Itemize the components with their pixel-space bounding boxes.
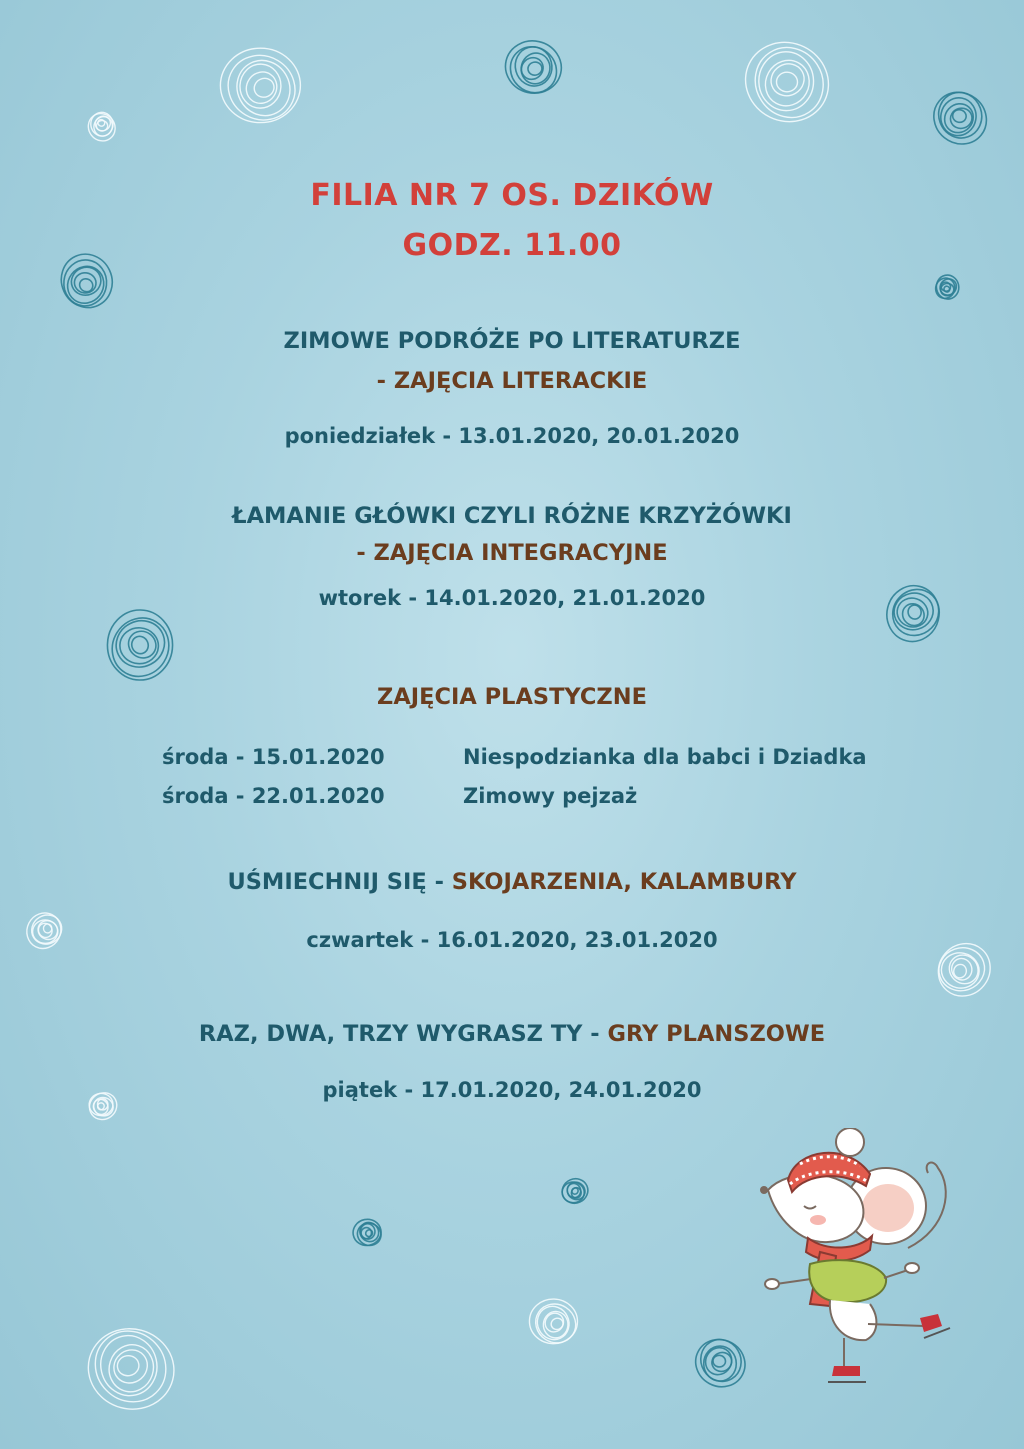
event-smile-separator: - xyxy=(426,869,452,895)
snowball-icon xyxy=(923,82,997,155)
snowball-icon xyxy=(216,43,307,132)
snowball-icon xyxy=(732,28,842,135)
event-crosswords-subtitle: - ZAJĘCIA INTEGRACYJNE xyxy=(356,540,668,566)
event-literary-title: ZIMOWE PODRÓŻE PO LITERATURZE xyxy=(283,328,741,354)
snowball-icon xyxy=(79,1317,183,1419)
event-smile-heading xyxy=(0,869,1024,895)
snowball-icon xyxy=(83,108,121,146)
start-time: GODZ. 11.00 xyxy=(402,228,622,263)
event-art-title: ZAJĘCIA PLASTYCZNE xyxy=(377,684,647,710)
snowball-icon xyxy=(933,273,961,301)
snowball-icon xyxy=(687,1331,753,1396)
snowball-icon xyxy=(528,1296,583,1350)
event-art-row-1-topic: Niespodzianka dla babci i Dziadka xyxy=(463,745,867,769)
event-art-row-1-date: środa - 15.01.2020 xyxy=(162,745,385,769)
event-games-dates: piątek - 17.01.2020, 24.01.2020 xyxy=(322,1078,702,1102)
snowball-icon xyxy=(558,1175,592,1208)
event-crosswords-dates: wtorek - 14.01.2020, 21.01.2020 xyxy=(318,586,706,610)
event-games-heading xyxy=(0,1021,1024,1047)
event-art-row-2-date: środa - 22.01.2020 xyxy=(162,784,385,808)
event-crosswords-title: ŁAMANIE GŁÓWKI CZYLI RÓŻNE KRZYŻÓWKI xyxy=(232,503,792,529)
event-art-row-2-topic: Zimowy pejzaż xyxy=(463,784,638,808)
branch-title: FILIA NR 7 OS. DZIKÓW xyxy=(310,178,714,213)
event-literary-subtitle: - ZAJĘCIA LITERACKIE xyxy=(376,368,648,394)
event-literary-dates: poniedziałek - 13.01.2020, 20.01.2020 xyxy=(284,424,740,448)
event-games-subtitle: GRY PLANSZOWE xyxy=(607,1021,826,1047)
event-smile-dates: czwartek - 16.01.2020, 23.01.2020 xyxy=(306,928,718,952)
snowball-icon xyxy=(101,607,179,687)
skating-mouse-illustration xyxy=(748,1128,968,1398)
event-games-title: RAZ, DWA, TRZY WYGRASZ TY xyxy=(198,1021,583,1047)
event-smile-title: UŚMIECHNIJ SIĘ xyxy=(227,869,427,895)
snowball-icon xyxy=(351,1217,384,1249)
event-smile-subtitle: SKOJARZENIA, KALAMBURY xyxy=(451,869,797,895)
event-games-separator: - xyxy=(582,1021,608,1047)
snowball-icon xyxy=(500,35,566,102)
